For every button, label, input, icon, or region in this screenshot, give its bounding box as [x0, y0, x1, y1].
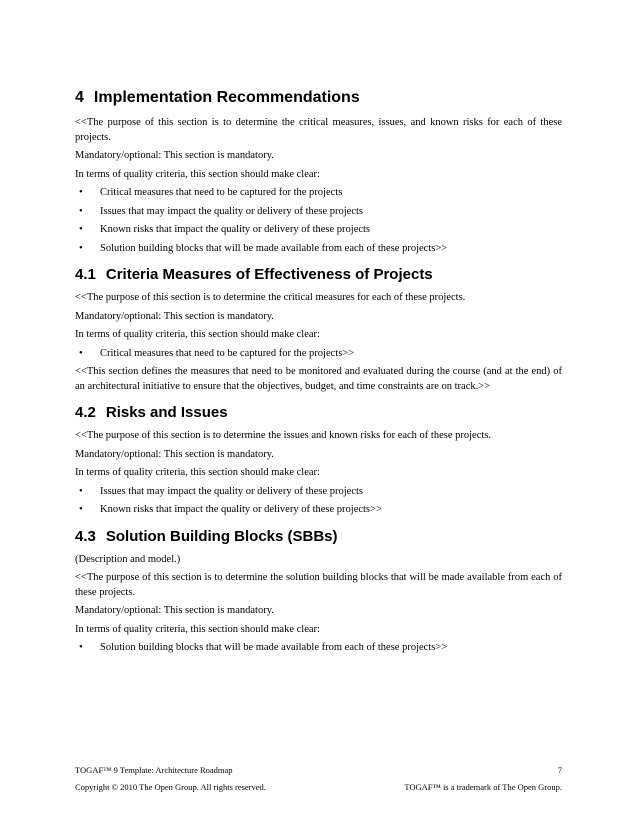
list-item-text: Known risks that impact the quality or delivery of these projects>>	[100, 504, 382, 515]
paragraph-mandatory: Mandatory/optional: This section is mandatory.	[75, 150, 274, 161]
paragraph-purpose: <<The purpose of this section is to determine the solution building blocks that will be made available from each of these projects.	[75, 572, 562, 598]
footer-copyright: Copyright © 2010 The Open Group. All rights reserved.	[75, 782, 266, 792]
page-number: 7	[557, 765, 562, 775]
paragraph-note: <<This section defines the measures that need to be monitored and evaluated during the course (and at the end) of an architectural initiative to ensure that the objectives, budget, and time constraints are on track.>>	[75, 366, 562, 392]
bullet-list	[75, 186, 562, 256]
paragraph-criteria: In terms of quality criteria, this section should make clear:	[75, 329, 320, 340]
section-number: 4.3	[75, 527, 96, 545]
paragraph-purpose: <<The purpose of this section is to determine the critical measures, issues, and known risks for each of these projects.	[75, 117, 562, 143]
bullet-list	[75, 641, 562, 656]
list-item-text: Solution building blocks that will be made available from each of these projects>>	[100, 242, 448, 254]
section-title: Solution Building Blocks (SBBs)	[105, 527, 338, 545]
paragraph-mandatory: Mandatory/optional: This section is mandatory.	[75, 310, 274, 322]
section-heading-4-3	[75, 528, 562, 546]
list-item-text: Solution building blocks that will be made available from each of these projects>>	[100, 642, 448, 653]
footer-trademark: TOGAF™ is a trademark of The Open Group.	[404, 782, 562, 792]
bullet-icon: •	[79, 242, 83, 254]
section-heading-4-1	[75, 266, 562, 284]
paragraph-criteria: In terms of quality criteria, this section should make clear:	[75, 623, 320, 635]
bullet-icon: •	[79, 504, 83, 515]
list-item	[75, 641, 562, 656]
list-item	[75, 223, 562, 238]
section-number: 4	[75, 89, 84, 106]
section-heading-4	[75, 88, 562, 107]
bullet-icon: •	[79, 485, 83, 497]
list-item	[75, 347, 562, 362]
paragraph-description: (Description and model.)	[75, 553, 181, 565]
list-item-text: Issues that may impact the quality or delivery of these projects	[100, 205, 364, 217]
page-footer-bottom	[75, 782, 562, 793]
footer-template-name: TOGAF™ 9 Template: Architecture Roadmap	[75, 765, 233, 775]
list-item-text: Known risks that impact the quality or delivery of these projects	[100, 224, 371, 235]
paragraph-mandatory: Mandatory/optional: This section is mandatory.	[75, 448, 274, 460]
paragraph-purpose: <<The purpose of this section is to determine the issues and known risks for each of these projects.	[75, 430, 491, 441]
bullet-list	[75, 347, 562, 362]
list-item-text: Critical measures that need to be captured for the projects	[100, 187, 343, 198]
list-item	[75, 503, 562, 518]
bullet-icon: •	[79, 347, 83, 359]
list-item	[75, 186, 562, 201]
section-title: Criteria Measures of Effectiveness of Projects	[105, 266, 433, 283]
bullet-icon: •	[79, 187, 83, 198]
section-title: Implementation Recommendations	[93, 89, 360, 106]
section-heading-4-2	[75, 404, 562, 422]
list-item	[75, 242, 562, 257]
bullet-icon: •	[79, 224, 83, 235]
list-item-text: Critical measures that need to be captured for the projects>>	[100, 347, 355, 359]
paragraph-criteria: In terms of quality criteria, this section should make clear:	[75, 467, 320, 478]
document-page	[75, 88, 562, 660]
bullet-icon: •	[79, 642, 83, 653]
section-title: Risks and Issues	[105, 404, 228, 421]
page-footer-top	[75, 765, 562, 776]
section-number: 4.2	[75, 404, 96, 421]
list-item-text: Issues that may impact the quality or delivery of these projects	[100, 485, 364, 497]
paragraph-purpose: <<The purpose of this section is to determine the critical measures for each of these projects.	[75, 292, 466, 303]
paragraph-mandatory: Mandatory/optional: This section is mandatory.	[75, 605, 274, 616]
list-item	[75, 205, 562, 220]
paragraph-criteria: In terms of quality criteria, this section should make clear:	[75, 168, 320, 180]
bullet-icon: •	[79, 205, 83, 217]
bullet-list	[75, 485, 562, 518]
section-number: 4.1	[75, 266, 96, 283]
list-item	[75, 485, 562, 500]
